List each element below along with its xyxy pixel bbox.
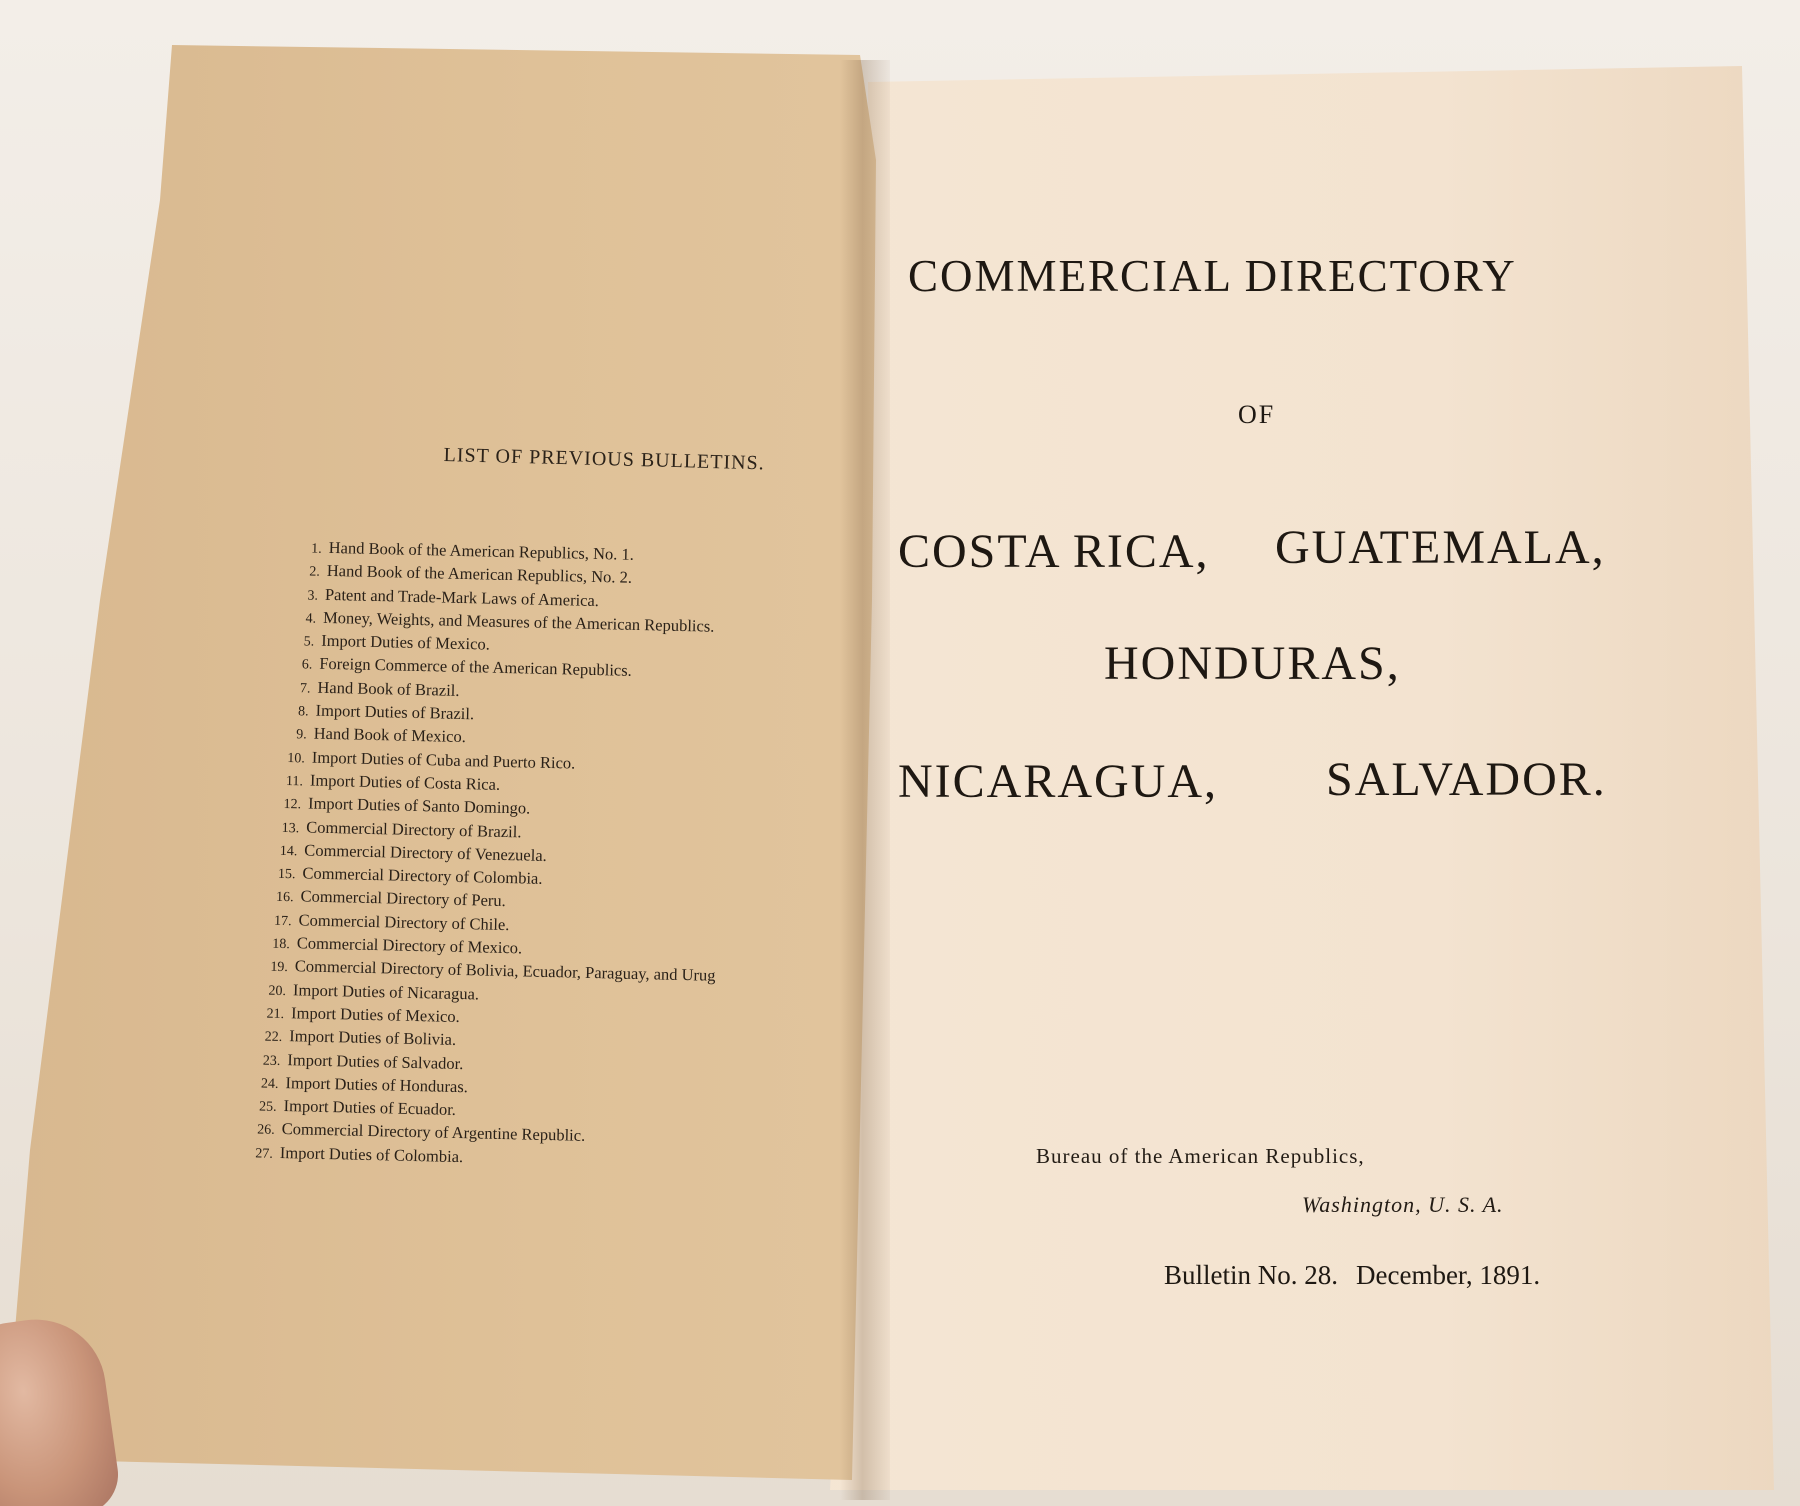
bulletin-number: 5. (303, 634, 315, 650)
bulletin-text: Hand Book of Brazil. (317, 677, 460, 700)
page-title: COMMERCIAL DIRECTORY (908, 251, 1517, 301)
bulletin-text: Import Duties of Honduras. (285, 1072, 469, 1097)
bulletin-list (255, 535, 726, 1174)
bulletin-number: 7. (299, 681, 311, 697)
bulletin-text: Import Duties of Brazil. (315, 700, 475, 724)
bulletin-number: 17. (273, 913, 292, 929)
bulletin-number: 14. (279, 843, 298, 860)
bulletin-text: Commercial Directory of Argentine Republic. (281, 1119, 586, 1146)
bulletin-text: Import Duties of Santo Domingo. (307, 793, 531, 818)
bulletin-info (1164, 1260, 1540, 1291)
bulletin-number: 21. (266, 1006, 285, 1022)
bulletin-text: Commercial Directory of Brazil. (305, 817, 522, 841)
bulletin-number: 16. (275, 890, 294, 906)
bulletin-text: Import Duties of Colombia. (279, 1142, 464, 1166)
bulletin-number: 24. (260, 1076, 279, 1092)
bulletin-number: 11. (285, 773, 304, 790)
bulletin-number: 23. (262, 1053, 281, 1069)
list-title: LIST OF PREVIOUS BULLETINS. (443, 444, 765, 475)
bulletin-number: 4. (305, 611, 317, 627)
bulletin-date: December, 1891. (1356, 1260, 1541, 1290)
country-costa-rica: COSTA RICA, (898, 525, 1210, 578)
bulletin-text: Import Duties of Nicaragua. (292, 979, 480, 1004)
bulletin-number: 15. (277, 867, 296, 883)
bulletin-text: Commercial Directory of Venezuela. (304, 840, 547, 865)
country-nicaragua: NICARAGUA, (898, 755, 1218, 808)
bulletin-number: 8. (297, 704, 309, 720)
bulletin-number: 2. (309, 564, 320, 581)
bulletin-text: Foreign Commerce of the American Republics. (319, 654, 632, 681)
country-salvador: SALVADOR. (1326, 753, 1607, 806)
bulletin-number: 22. (264, 1029, 283, 1046)
bulletin-text: Commercial Directory of Peru. (300, 886, 506, 911)
bulletin-text: Import Duties of Salvador. (287, 1049, 464, 1073)
bulletin-number: 27. (255, 1146, 274, 1162)
country-guatemala: GUATEMALA, (1275, 521, 1606, 574)
bulletin-text: Hand Book of the American Republics, No. 2. (326, 561, 633, 588)
bulletin-number: 18. (272, 936, 290, 953)
bulletin-text: Commercial Directory of Mexico. (296, 933, 523, 958)
bulletin-number: 26. (257, 1122, 275, 1139)
country-honduras: HONDURAS, (1104, 637, 1401, 690)
bulletin-text: Commercial Directory of Colombia. (302, 863, 543, 889)
bulletin-number: 13. (281, 820, 300, 836)
bulletin-text: Commercial Directory of Bolivia, Ecuador, Paraguay, and Urug (294, 956, 716, 986)
bulletin-number: 9. (295, 727, 307, 743)
bulletin-text: Import Duties of Ecuador. (283, 1096, 457, 1120)
title-of: OF (1238, 400, 1276, 429)
publisher-location: Washington, U. S. A. (1302, 1192, 1504, 1217)
bulletin-text: Import Duties of Bolivia. (289, 1026, 457, 1050)
bulletin-text: Hand Book of the American Republics, No. 1. (328, 537, 635, 564)
bulletin-text: Patent and Trade-Mark Laws of America. (324, 584, 600, 610)
bulletin-text: Import Duties of Costa Rica. (309, 770, 501, 794)
bulletin-number: 1. (311, 541, 322, 557)
bulletin-text: Import Duties of Mexico. (321, 630, 491, 654)
bulletin-text: Import Duties of Mexico. (290, 1003, 460, 1026)
bulletin-number: 25. (258, 1099, 277, 1116)
bulletin-text: Commercial Directory of Chile. (298, 910, 510, 934)
bulletin-text: Money, Weights, and Measures of the American Republics. (322, 607, 715, 636)
bulletin-number: 12. (283, 797, 302, 813)
bulletin-text: Import Duties of Cuba and Puerto Rico. (311, 747, 576, 773)
bulletin-number: 3. (307, 588, 319, 604)
bulletin-number: 6. (301, 657, 313, 674)
publisher: Bureau of the American Republics, (1036, 1144, 1365, 1168)
bulletin-number: 10. (287, 750, 305, 767)
bulletin-number: 19. (270, 960, 289, 976)
bulletin-number: Bulletin No. 28. (1164, 1260, 1338, 1290)
bulletin-number: 20. (268, 983, 287, 999)
bulletin-text: Hand Book of Mexico. (313, 724, 467, 747)
